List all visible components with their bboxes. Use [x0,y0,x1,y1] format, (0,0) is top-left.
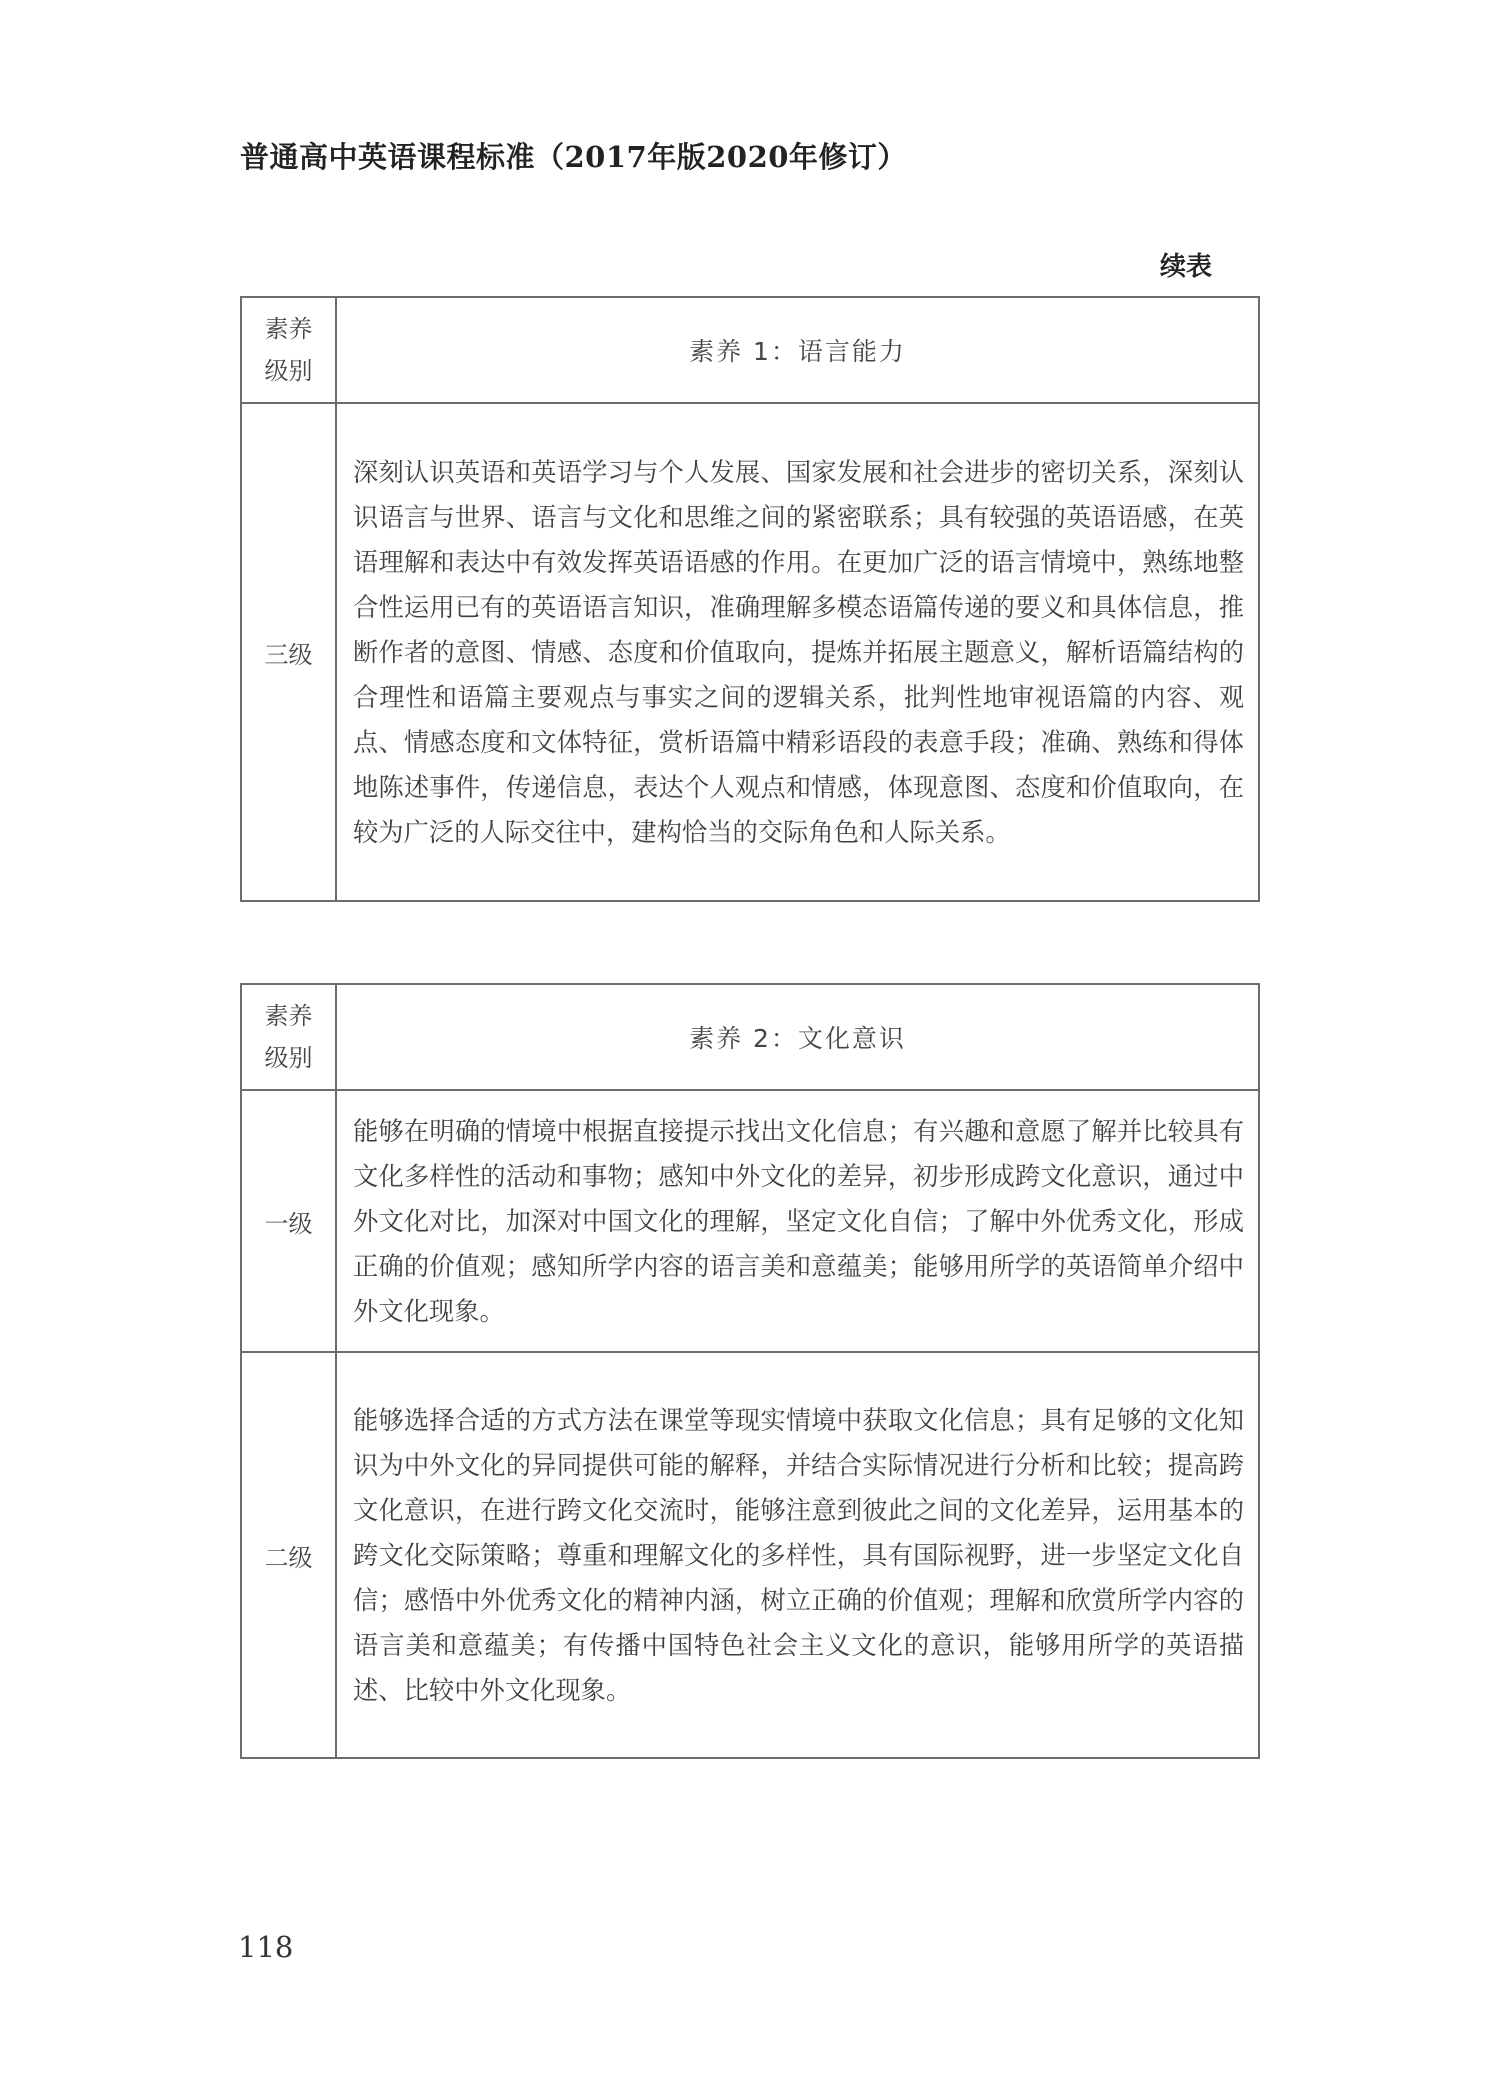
level-column-header [241,297,336,403]
page-number: 118 [238,1930,294,1964]
table-header-row [241,297,1259,403]
level-header-line1: 素养 [264,1002,313,1030]
level-cell: 二级 [241,1352,336,1758]
table-row [241,1090,1259,1352]
level-cell: 三级 [241,403,336,901]
competency-table-culture [240,983,1260,1759]
level-cell: 一级 [241,1090,336,1352]
level-header-line2: 级别 [264,1044,313,1072]
table-row [241,403,1259,901]
description-cell: 深刻认识英语和英语学习与个人发展、国家发展和社会进步的密切关系，深刻认识语言与世界、语言与文化和思维之间的紧密联系；具有较强的英语语感，在英语理解和表达中有效发挥英语语感的作用。在更加广泛的语言情境中，熟练地整合性运用已有的英语语言知识，准确理解多模态语篇传递的要义和具体信息，推断作者的意图、情感、态度和价值取向，提炼并拓展主题意义，解析语篇结构的合理性和语篇主要观点与事实之间的逻辑关系，批判性地审视语篇的内容、观点、情感态度和文体特征，赏析语篇中精彩语段的表意手段；准确、熟练和得体地陈述事件，传递信息，表达个人观点和情感，体现意图、态度和价值取向，在较为广泛的人际交往中，建构恰当的交际角色和人际关系。 [336,403,1259,901]
level-header-line2: 级别 [264,357,313,385]
table-header-row [241,984,1259,1090]
level-column-header [241,984,336,1090]
running-head: 普通高中英语课程标准（2017年版2020年修订） [240,140,907,174]
description-cell: 能够在明确的情境中根据直接提示找出文化信息；有兴趣和意愿了解并比较具有文化多样性的活动和事物；感知中外文化的差异，初步形成跨文化意识，通过中外文化对比，加深对中国文化的理解，坚定文化自信；了解中外优秀文化，形成正确的价值观；感知所学内容的语言美和意蕴美；能够用所学的英语简单介绍中外文化现象。 [336,1090,1259,1352]
table-row [241,1352,1259,1758]
level-header-line1: 素养 [264,315,313,343]
description-cell: 能够选择合适的方式方法在课堂等现实情境中获取文化信息；具有足够的文化知识为中外文化的异同提供可能的解释，并结合实际情况进行分析和比较；提高跨文化意识，在进行跨文化交流时，能够注意到彼此之间的文化差异，运用基本的跨文化交际策略；尊重和理解文化的多样性，具有国际视野，进一步坚定文化自信；感悟中外优秀文化的精神内涵，树立正确的价值观；理解和欣赏所学内容的语言美和意蕴美；有传播中国特色社会主义文化的意识，能够用所学的英语描述、比较中外文化现象。 [336,1352,1259,1758]
competency-table-language [240,296,1260,902]
continued-label: 续表 [1160,252,1213,282]
competency-title: 素养 2：文化意识 [336,984,1259,1090]
competency-title: 素养 1：语言能力 [336,297,1259,403]
